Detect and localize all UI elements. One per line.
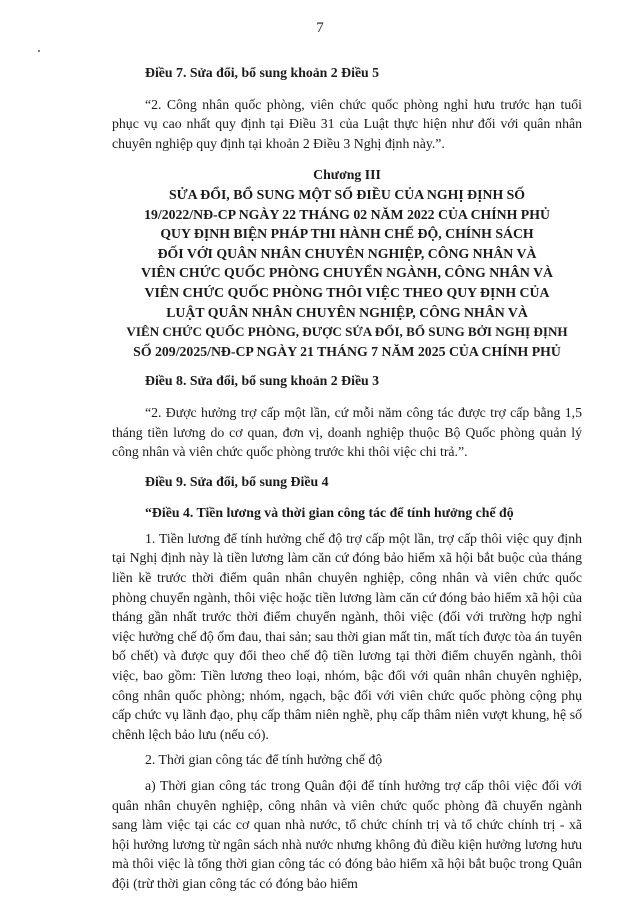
article-9-title: Điều 9. Sửa đổi, bổ sung Điều 4 xyxy=(145,473,329,489)
chapter-title-line: LUẬT QUÂN NHÂN CHUYÊN NGHIỆP, CÔNG NHÂN VÀ xyxy=(166,304,528,320)
chapter-title-line: SỬA ĐỔI, BỔ SUNG MỘT SỐ ĐIỀU CỦA NGHỊ ĐỊNH SỐ xyxy=(168,186,526,202)
chapter-title-line: VIÊN CHỨC QUỐC PHÒNG THÔI VIỆC THEO QUY ĐỊNH CỦA xyxy=(144,284,550,300)
chapter-title-line: QUY ĐỊNH BIỆN PHÁP THI HÀNH CHẾ ĐỘ, CHÍNH SÁCH xyxy=(160,226,534,242)
article-9-paragraph-1: 1. Tiền lương để tính hưởng chế độ trợ cấp một lần, trợ cấp thôi việc quy định tại Nghị định này là tiền lương làm căn cứ đóng bảo hiểm xã hội bắt buộc của tháng liền kề trước thời điểm quân nhân chuyên nghiệp, công nhân và viên chức quốc phòng chuyển ngành, thôi việc hoặc tiền lương làm căn cứ đóng bảo hiểm xã hội của tháng gần nhất trước thời điểm chuyển ngành, thôi việc (đối với trường hợp nghỉ việc hưởng chế độ ốm đau, thai sản; sau thời gian mất tin, mất tích được tòa án tuyên bố chết) và được quy đổi theo chế độ tiền lương tại thời điểm chuyển ngành, thôi việc, bao gồm: Tiền lương theo loại, nhóm, bậc đối với quân nhân chuyên nghiệp, công nhân quốc phòng; nhóm, ngạch, bậc đối với viên chức quốc phòng cộng phụ cấp chức vụ lãnh đạo, phụ cấp thâm niên nghề, phụ cấp thâm niên vượt khung, hệ số chênh lệch bảo lưu (nếu có). xyxy=(112,530,582,742)
article-7-title: Điều 7. Sửa đổi, bổ sung khoản 2 Điều 5 xyxy=(145,65,380,80)
chapter-title-line: SỐ 209/2025/NĐ-CP NGÀY 21 THÁNG 7 NĂM 2025 CỦA CHÍNH PHỦ xyxy=(133,343,561,359)
chapter-title-line: ĐỐI VỚI QUÂN NHÂN CHUYÊN NGHIỆP, CÔNG NHÂN VÀ xyxy=(157,245,537,261)
document-body xyxy=(112,63,582,900)
page-number: 7 xyxy=(316,20,324,36)
chapter-title-line: VIÊN CHỨC QUỐC PHÒNG, ĐƯỢC SỬA ĐỔI, BỔ SUNG BỞI NGHỊ ĐỊNH xyxy=(126,324,568,340)
chapter-title-line: 19/2022/NĐ-CP NGÀY 22 THÁNG 02 NĂM 2022 CỦA CHÍNH PHỦ xyxy=(144,206,550,222)
article-9-paragraph-3: a) Thời gian công tác trong Quân đội để tính hưởng trợ cấp thôi việc đối với quân nhân chuyên nghiệp, công nhân và viên chức quốc phòng đã chuyển ngành sang làm việc tại các cơ quan nhà nước, tổ chức chính trị và tổ chức chính trị - xã hội hưởng lương từ ngân sách nhà nước nhưng không đủ điều kiện hưởng lương hưu mà thôi việc là tổng thời gian công tác có đóng bảo hiểm xã hội bắt buộc trong Quân đội (trừ thời gian công tác có đóng bảo hiểm xyxy=(112,778,582,891)
chapter-title-line: VIÊN CHỨC QUỐC PHÒNG CHUYỂN NGÀNH, CÔNG NHÂN VÀ xyxy=(141,265,553,281)
chapter-label: Chương III xyxy=(313,167,381,183)
article-9-quoted-title: “Điều 4. Tiền lương và thời gian công tác để tính hưởng chế độ xyxy=(145,505,514,521)
article-8-title: Điều 8. Sửa đổi, bổ sung khoản 2 Điều 3 xyxy=(145,373,380,389)
article-7-paragraph: “2. Công nhân quốc phòng, viên chức quốc phòng nghỉ hưu trước hạn tuổi phục vụ cao nhất quy định tại Điều 31 của Luật thực hiện như đối với quân nhân chuyên nghiệp quy định tại khoản 2 Điều 3 Nghị định này.”. xyxy=(112,96,582,151)
article-8-paragraph: “2. Được hưởng trợ cấp một lần, cứ mỗi năm công tác được trợ cấp bằng 1,5 tháng tiền lương do cơ quan, đơn vị, doanh nghiệp thuộc Bộ Quốc phòng quản lý công nhân và viên chức quốc phòng trước khi thôi việc chi trả.”. xyxy=(112,404,582,460)
chapter-heading xyxy=(112,165,582,361)
article-9-paragraph-2: 2. Thời gian công tác để tính hưởng chế độ xyxy=(145,752,383,768)
scan-speck xyxy=(38,50,40,52)
